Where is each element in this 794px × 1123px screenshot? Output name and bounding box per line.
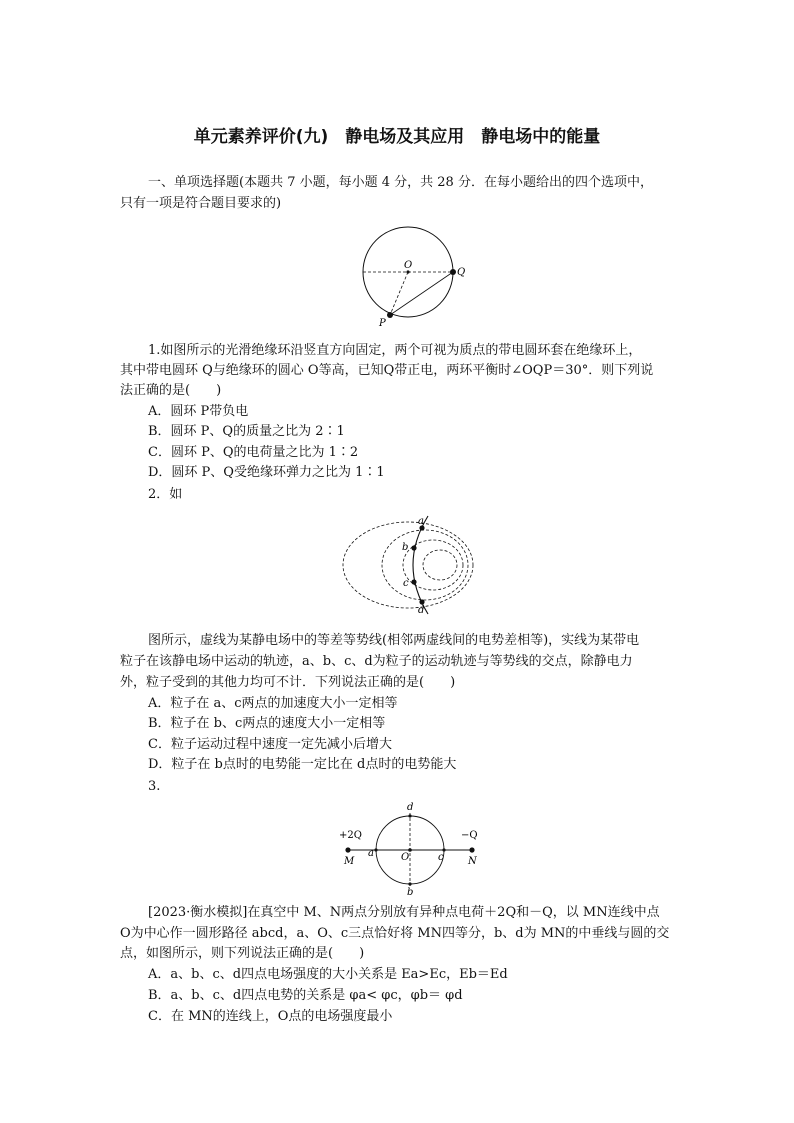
- q2-label-b: b: [402, 542, 409, 553]
- q1-option-a: A．圆环 P带负电: [148, 404, 249, 419]
- q3-label-n: N: [468, 856, 477, 867]
- q1-stem-line3: 法正确的是( ): [120, 383, 222, 398]
- q2-label-d: d: [418, 605, 425, 616]
- q3-label-minus-q: −Q: [461, 830, 478, 841]
- q1-label-q: Q: [457, 267, 466, 278]
- page-title: 单元素养评价(九) 静电场及其应用 静电场中的能量: [193, 127, 601, 147]
- q1-stem-line2: 其中带电圆环 Q与绝缘环的圆心 O等高，已知Q带正电，两环平衡时∠OQP＝30°．则下列说: [120, 363, 654, 378]
- q3-option-b: B．a、b、c、d四点电势的关系是 φa< φc，φb＝ φd: [148, 988, 463, 1003]
- q1-option-b: B．圆环 P、Q的质量之比为 2∶1: [148, 424, 345, 439]
- section-heading-line2: 只有一项是符合题目要求的): [120, 196, 282, 211]
- q2-stem-line3: 外，粒子受到的其他力均可不计．下列说法正确的是( ): [120, 675, 456, 690]
- q3-stem-line2: O为中心作一圆形路径 abcd，a、O、c三点恰好将 MN四等分，b、d为 MN的中垂线与圆的交: [120, 926, 670, 941]
- q2-equipotential-figure: [340, 513, 485, 616]
- section-heading-line1: 一、单项选择题(本题共 7 小题，每小题 4 分，共 28 分．在每小题给出的四个选项中，: [148, 175, 653, 190]
- q3-label-d: d: [407, 802, 414, 813]
- q3-label-m: M: [344, 856, 355, 867]
- q1-option-d: D．圆环 P、Q受绝缘环弹力之比为 1∶1: [148, 465, 385, 480]
- q2-stem-line2: 粒子在该静电场中运动的轨迹，a、b、c、d为粒子的运动轨迹与等势线的交点，除静电力: [120, 654, 633, 669]
- q2-intro: 2．如: [148, 487, 183, 502]
- q1-circle-figure: [350, 222, 480, 332]
- q2-label-a: a: [418, 516, 424, 527]
- q2-option-a: A．粒子在 a、c两点的加速度大小一定相等: [148, 696, 398, 711]
- q3-label-c: c: [438, 852, 444, 863]
- q1-stem-line1: 1.如图所示的光滑绝缘环沿竖直方向固定，两个可视为质点的带电圆环套在绝缘环上，: [148, 343, 642, 358]
- q1-label-p: P: [379, 318, 386, 329]
- q1-label-o: O: [404, 260, 413, 271]
- q3-stem-line1: [2023·衡水模拟]在真空中 M、N两点分别放有异种点电荷＋2Q和－Q，以 MN连线中点: [148, 905, 660, 920]
- q3-option-a: A．a、b、c、d四点电场强度的大小关系是 Ea>Ec，Eb＝Ed: [148, 967, 508, 982]
- q2-option-b: B．粒子在 b、c两点的速度大小一定相等: [148, 716, 386, 731]
- q2-option-d: D．粒子在 b点时的电势能一定比在 d点时的电势能大: [148, 757, 457, 772]
- q1-option-c: C．圆环 P、Q的电荷量之比为 1∶2: [148, 445, 359, 460]
- q3-label-a: a: [368, 848, 374, 859]
- q3-label-plus-2q: +2Q: [339, 830, 362, 841]
- q3-stem-line3: 点，如图所示，则下列说法正确的是( ): [120, 946, 365, 961]
- q3-option-c: C．在 MN的连线上，O点的电场强度最小: [148, 1009, 393, 1024]
- q3-intro: 3.: [148, 779, 161, 794]
- q2-stem-line1: 图所示，虚线为某静电场中的等差等势线(相邻两虚线间的电势差相等)，实线为某带电: [148, 633, 640, 648]
- q3-charges-figure: [335, 798, 485, 896]
- q3-label-o: O: [401, 852, 410, 863]
- q3-label-b: b: [407, 887, 414, 896]
- q2-option-c: C．粒子运动过程中速度一定先减小后增大: [148, 737, 392, 752]
- q2-label-c: c: [403, 578, 409, 589]
